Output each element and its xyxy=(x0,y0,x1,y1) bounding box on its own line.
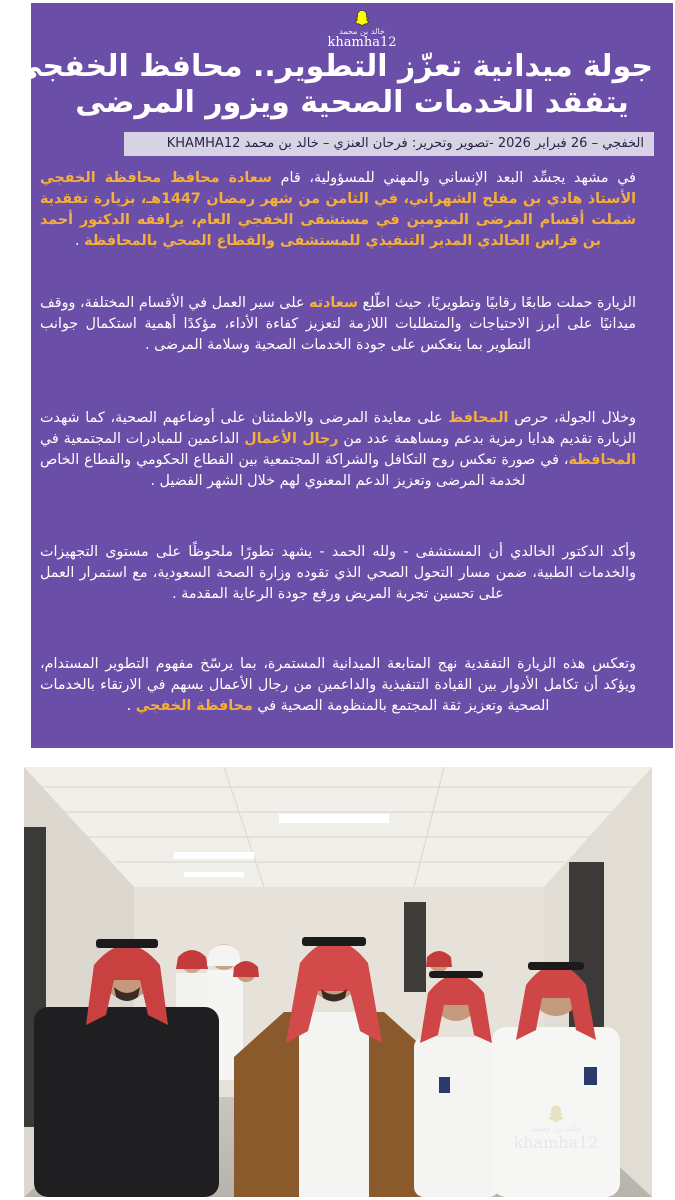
p5-text-a: وتعكس هذه الزيارة التفقدية نهج المتابعة الميدانية المستمرة، بما يرسّخ مفهوم التطوير المستدام، ويؤكد أن تكامل الأدوار بين القيادة التنفيذية والداعمين من رجال الأعمال يسهم في الارتقاء بالخدمات الصحية وتعزيز ثقة المجتمع بالمنظومة الصحية في xyxy=(40,656,636,714)
snapchat-ghost-icon xyxy=(546,1104,566,1124)
logo-handle: khamha12 xyxy=(327,35,397,50)
logo-name: خالد بن محمد xyxy=(339,27,385,36)
p3-text-c: على معايدة المرضى والاطمئنان على أوضاعهم الصحية، كما شهدت الزيارة تقديم هدايا رمزية بدعم ومساهمة عدد من xyxy=(40,410,636,447)
p3-text-g: ، في صورة تعكس روح التكافل والشراكة المجتمعية بين القطاع الحكومي والقطاع الخاص لخدمة المرضى وتعزيز الدعم المعنوي لهم خلال الشهر الفضيل . xyxy=(40,452,569,489)
photo-watermark xyxy=(506,1104,606,1152)
p5-highlight: محافظة الخفجي xyxy=(135,698,253,714)
p3-text-e: الداعمين للمبادرات المجتمعية في xyxy=(40,431,245,447)
p5-text-c: . xyxy=(126,698,136,714)
headline-line-1: جولة ميدانية تعزّز التطوير.. محافظ الخفجي xyxy=(12,49,653,84)
article-paragraph-4: وأكد الدكتور الخالدي أن المستشفى - ولله الحمد - يشهد تطورًا ملحوظًا على مستوى التجهيزات والخدمات الطبية، ضمن مسار التحول الصحي الذي تقوده وزارة الصحة السعودية، مع استمرار العمل على تحسين تجربة المريض ورفع جودة الرعاية المقدمة . xyxy=(40,544,636,602)
p3-text-a: وخلال الجولة، حرص xyxy=(508,410,636,426)
p2-text-a: الزيارة حملت طابعًا رقابيًا وتطويريًا، حيث اطّلع xyxy=(357,295,636,311)
p2-highlight: سعادته xyxy=(309,295,358,311)
watermark-name: خالد بن محمد xyxy=(530,1124,582,1134)
p3-highlight-governorate: المحافظة xyxy=(568,452,636,468)
snapchat-ghost-icon xyxy=(353,9,371,27)
byline: الخفجي – 26 فبراير 2026 -تصوير وتحرير: فرحان العنزي – خالد بن محمد KHAMHA12 xyxy=(124,132,654,156)
article-panel xyxy=(12,3,673,748)
article-paragraph-1 xyxy=(40,168,636,252)
p3-highlight-businessmen: رجال الأعمال xyxy=(244,431,339,447)
article-paragraph-3 xyxy=(40,408,636,492)
watermark-handle: khamha12 xyxy=(513,1133,599,1152)
p2-text-c: على سير العمل في الأقسام المختلفة، ووقف ميدانيًا على أبرز الاحتياجات والمتطلبات اللازمة لتعزيز كفاءة الأداء، مؤكدًا أهمية استكمال جوانب التطوير بما ينعكس على جودة الخدمات الصحية وسلامة المرضى . xyxy=(40,295,636,353)
headline-line-2: يتفقد الخدمات الصحية ويزور المرضى xyxy=(75,85,629,120)
article-paragraph-5 xyxy=(40,654,636,717)
p1-text-a: في مشهد يجسِّد البعد الإنساني والمهني للمسؤولية، قام xyxy=(271,170,636,186)
p1-text-c: . xyxy=(75,233,85,249)
p3-highlight-governor: المحافظ xyxy=(448,410,509,426)
article-paragraph-2 xyxy=(40,293,636,356)
brand-logo xyxy=(327,9,397,50)
p1-highlight: سعادة محافظ محافظة الخفجي الأستاذ هادي بن مفلح الشهراني، في الثامن من شهر رمضان 1447هـ، بزيارة تفقدية شملت أقسام المرضى المنومين في مستشفى الخفجي العام، يرافقه الدكتور أحمد بن فراس الخالدي المدير التنفيذي للمستشفى والقطاع الصحي بالمحافظة xyxy=(40,170,636,249)
